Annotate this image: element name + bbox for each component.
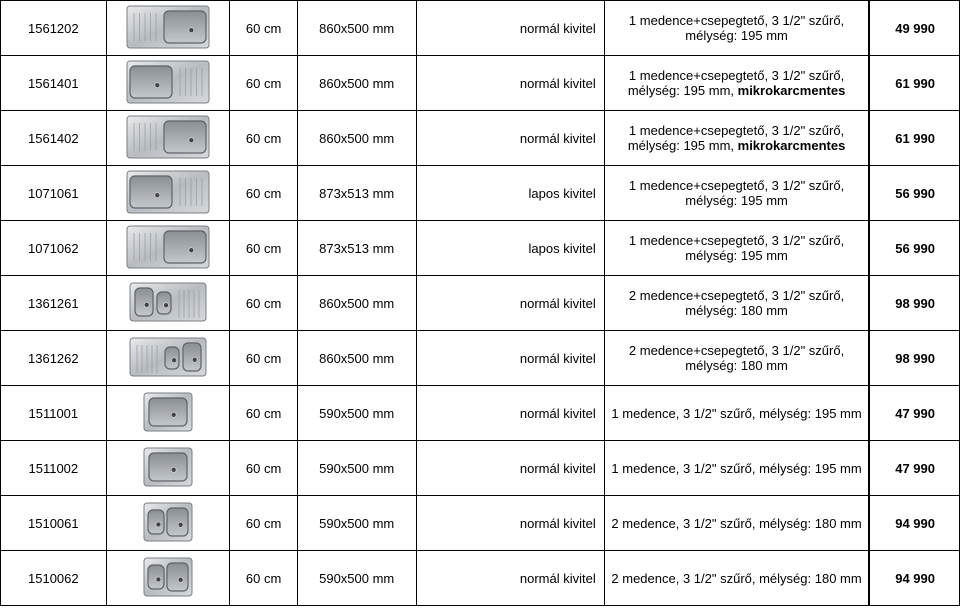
description	[604, 56, 869, 111]
desc-line2: mélység: 195 mm,	[627, 83, 738, 98]
product-code: 1510062	[1, 551, 107, 606]
design-type: normál kivitel	[416, 386, 604, 441]
price: 94 990	[869, 551, 959, 606]
sink-single-drainer-left-icon	[126, 5, 210, 52]
product-code: 1561202	[1, 1, 107, 56]
desc-line1: 1 medence+csepegtető, 3 1/2" szűrő,	[628, 233, 845, 248]
product-image	[106, 441, 230, 496]
product-code: 1071062	[1, 221, 107, 276]
design-type: normál kivitel	[416, 276, 604, 331]
cabinet-width: 60 cm	[230, 1, 297, 56]
sink-single-drainer-left-icon	[126, 225, 210, 272]
cabinet-width: 60 cm	[230, 496, 297, 551]
desc-line2: mélység: 195 mm,	[627, 138, 738, 153]
dimensions: 590x500 mm	[297, 551, 416, 606]
product-code: 1561401	[1, 56, 107, 111]
product-image	[106, 166, 230, 221]
desc-bold: mikrokarcmentes	[737, 83, 846, 98]
sink-single-drainer-right-icon	[126, 60, 210, 107]
desc-line2: mélység: 195 mm	[685, 28, 788, 43]
desc-line1: 1 medence+csepegtető, 3 1/2" szűrő,	[628, 178, 845, 193]
description	[604, 276, 869, 331]
desc-line2: mélység: 180 mm	[685, 358, 788, 373]
sink-single-bowl-icon	[143, 447, 193, 490]
design-type: normál kivitel	[416, 441, 604, 496]
desc-line1: 1 medence, 3 1/2" szűrő, mélység: 195 mm	[611, 405, 862, 421]
desc-bold: mikrokarcmentes	[737, 138, 846, 153]
cabinet-width: 60 cm	[230, 331, 297, 386]
dimensions: 860x500 mm	[297, 331, 416, 386]
product-code: 1361262	[1, 331, 107, 386]
design-type: normál kivitel	[416, 551, 604, 606]
table-row	[1, 441, 960, 496]
design-type: lapos kivitel	[416, 166, 604, 221]
cabinet-width: 60 cm	[230, 551, 297, 606]
description	[604, 1, 869, 56]
desc-line1: 1 medence+csepegtető, 3 1/2" szűrő,	[628, 123, 845, 138]
dimensions: 873x513 mm	[297, 221, 416, 276]
description	[604, 551, 869, 606]
description	[604, 496, 869, 551]
dimensions: 590x500 mm	[297, 496, 416, 551]
sink-single-drainer-right-icon	[126, 170, 210, 217]
price: 98 990	[869, 331, 959, 386]
sink-single-bowl-icon	[143, 392, 193, 435]
price: 61 990	[869, 111, 959, 166]
price: 49 990	[869, 1, 959, 56]
price: 94 990	[869, 496, 959, 551]
sink-double-drainer-right-icon	[129, 282, 207, 325]
cabinet-width: 60 cm	[230, 111, 297, 166]
product-image	[106, 386, 230, 441]
table-row	[1, 276, 960, 331]
desc-line2: mélység: 180 mm	[685, 303, 788, 318]
product-image	[106, 331, 230, 386]
cabinet-width: 60 cm	[230, 56, 297, 111]
dimensions: 860x500 mm	[297, 1, 416, 56]
product-image	[106, 1, 230, 56]
design-type: normál kivitel	[416, 331, 604, 386]
product-image	[106, 551, 230, 606]
product-code: 1511002	[1, 441, 107, 496]
dimensions: 590x500 mm	[297, 386, 416, 441]
cabinet-width: 60 cm	[230, 276, 297, 331]
product-image	[106, 111, 230, 166]
price: 47 990	[869, 441, 959, 496]
price: 47 990	[869, 386, 959, 441]
table-row	[1, 56, 960, 111]
desc-line2: mélység: 195 mm	[685, 248, 788, 263]
cabinet-width: 60 cm	[230, 166, 297, 221]
table-row	[1, 111, 960, 166]
dimensions: 860x500 mm	[297, 111, 416, 166]
desc-line1: 2 medence, 3 1/2" szűrő, mélység: 180 mm	[611, 570, 862, 586]
price: 61 990	[869, 56, 959, 111]
dimensions: 590x500 mm	[297, 441, 416, 496]
sink-single-drainer-left-icon	[126, 115, 210, 162]
desc-line1: 1 medence, 3 1/2" szűrő, mélység: 195 mm	[611, 460, 862, 476]
table-row	[1, 166, 960, 221]
description	[604, 166, 869, 221]
description	[604, 111, 869, 166]
product-code: 1561402	[1, 111, 107, 166]
desc-line1: 1 medence+csepegtető, 3 1/2" szűrő,	[628, 68, 845, 83]
desc-line1: 2 medence+csepegtető, 3 1/2" szűrő,	[628, 343, 845, 358]
price: 98 990	[869, 276, 959, 331]
design-type: normál kivitel	[416, 496, 604, 551]
table-row	[1, 221, 960, 276]
table-row	[1, 1, 960, 56]
sink-double-bowl-icon	[143, 557, 193, 600]
desc-line1: 1 medence+csepegtető, 3 1/2" szűrő,	[628, 13, 845, 28]
table-row	[1, 496, 960, 551]
table-row	[1, 386, 960, 441]
sink-double-bowl-icon	[143, 502, 193, 545]
dimensions: 860x500 mm	[297, 276, 416, 331]
description	[604, 386, 869, 441]
product-code: 1361261	[1, 276, 107, 331]
product-code: 1511001	[1, 386, 107, 441]
description	[604, 331, 869, 386]
price: 56 990	[869, 166, 959, 221]
cabinet-width: 60 cm	[230, 386, 297, 441]
product-image	[106, 496, 230, 551]
dimensions: 873x513 mm	[297, 166, 416, 221]
sink-double-drainer-left-icon	[129, 337, 207, 380]
table-row	[1, 331, 960, 386]
dimensions: 860x500 mm	[297, 56, 416, 111]
desc-line1: 2 medence, 3 1/2" szűrő, mélység: 180 mm	[611, 515, 862, 531]
price: 56 990	[869, 221, 959, 276]
product-image	[106, 276, 230, 331]
table-row	[1, 551, 960, 606]
desc-line2: mélység: 195 mm	[685, 193, 788, 208]
cabinet-width: 60 cm	[230, 221, 297, 276]
design-type: normál kivitel	[416, 111, 604, 166]
design-type: lapos kivitel	[416, 221, 604, 276]
product-image	[106, 56, 230, 111]
product-image	[106, 221, 230, 276]
design-type: normál kivitel	[416, 1, 604, 56]
product-code: 1510061	[1, 496, 107, 551]
cabinet-width: 60 cm	[230, 441, 297, 496]
description	[604, 221, 869, 276]
product-code: 1071061	[1, 166, 107, 221]
desc-line1: 2 medence+csepegtető, 3 1/2" szűrő,	[628, 288, 845, 303]
description	[604, 441, 869, 496]
design-type: normál kivitel	[416, 56, 604, 111]
